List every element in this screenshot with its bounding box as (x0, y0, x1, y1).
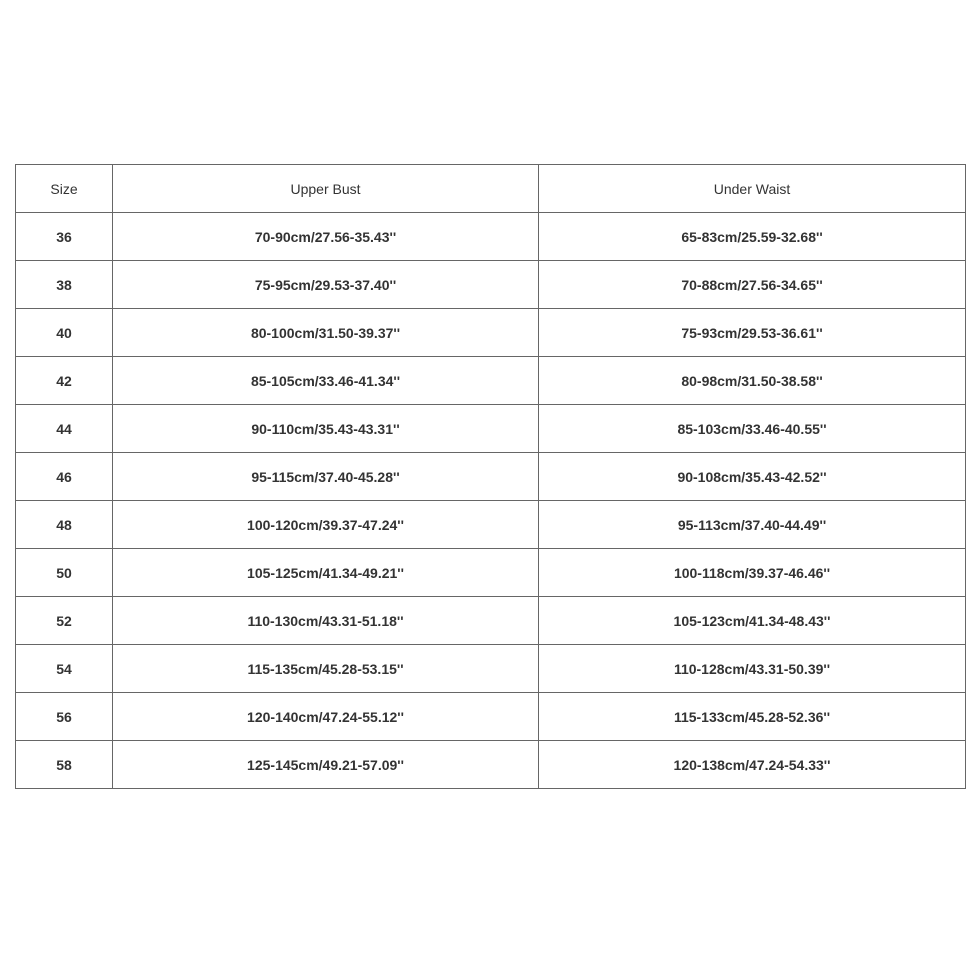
table-row (16, 453, 966, 501)
upper-bust-cell: 100-120cm/39.37-47.24'' (113, 501, 539, 549)
table-row (16, 261, 966, 309)
upper-bust-cell: 125-145cm/49.21-57.09'' (113, 741, 539, 789)
upper-bust-cell: 115-135cm/45.28-53.15'' (113, 645, 539, 693)
under-waist-cell: 85-103cm/33.46-40.55'' (539, 405, 966, 453)
under-waist-cell: 75-93cm/29.53-36.61'' (539, 309, 966, 357)
under-waist-cell: 80-98cm/31.50-38.58'' (539, 357, 966, 405)
header-size: Size (16, 165, 113, 213)
header-row (16, 165, 966, 213)
under-waist-cell: 90-108cm/35.43-42.52'' (539, 453, 966, 501)
table-row (16, 741, 966, 789)
upper-bust-cell: 105-125cm/41.34-49.21'' (113, 549, 539, 597)
header-under-waist: Under Waist (539, 165, 966, 213)
table-row (16, 549, 966, 597)
under-waist-cell: 105-123cm/41.34-48.43'' (539, 597, 966, 645)
header-upper-bust: Upper Bust (113, 165, 539, 213)
size-cell: 46 (16, 453, 113, 501)
table-row (16, 645, 966, 693)
size-cell: 56 (16, 693, 113, 741)
size-cell: 58 (16, 741, 113, 789)
under-waist-cell: 70-88cm/27.56-34.65'' (539, 261, 966, 309)
table-row (16, 693, 966, 741)
size-cell: 52 (16, 597, 113, 645)
table-row (16, 309, 966, 357)
under-waist-cell: 95-113cm/37.40-44.49'' (539, 501, 966, 549)
under-waist-cell: 120-138cm/47.24-54.33'' (539, 741, 966, 789)
size-cell: 42 (16, 357, 113, 405)
under-waist-cell: 100-118cm/39.37-46.46'' (539, 549, 966, 597)
upper-bust-cell: 70-90cm/27.56-35.43'' (113, 213, 539, 261)
size-cell: 54 (16, 645, 113, 693)
table-body (16, 213, 966, 789)
size-cell: 40 (16, 309, 113, 357)
upper-bust-cell: 90-110cm/35.43-43.31'' (113, 405, 539, 453)
size-cell: 38 (16, 261, 113, 309)
under-waist-cell: 110-128cm/43.31-50.39'' (539, 645, 966, 693)
under-waist-cell: 115-133cm/45.28-52.36'' (539, 693, 966, 741)
table-row (16, 405, 966, 453)
table-row (16, 597, 966, 645)
upper-bust-cell: 95-115cm/37.40-45.28'' (113, 453, 539, 501)
table-row (16, 213, 966, 261)
upper-bust-cell: 110-130cm/43.31-51.18'' (113, 597, 539, 645)
upper-bust-cell: 120-140cm/47.24-55.12'' (113, 693, 539, 741)
size-cell: 44 (16, 405, 113, 453)
size-cell: 48 (16, 501, 113, 549)
size-cell: 36 (16, 213, 113, 261)
table-header (16, 165, 966, 213)
upper-bust-cell: 75-95cm/29.53-37.40'' (113, 261, 539, 309)
table-row (16, 501, 966, 549)
size-chart-table (15, 164, 966, 789)
upper-bust-cell: 80-100cm/31.50-39.37'' (113, 309, 539, 357)
under-waist-cell: 65-83cm/25.59-32.68'' (539, 213, 966, 261)
size-cell: 50 (16, 549, 113, 597)
table-row (16, 357, 966, 405)
upper-bust-cell: 85-105cm/33.46-41.34'' (113, 357, 539, 405)
